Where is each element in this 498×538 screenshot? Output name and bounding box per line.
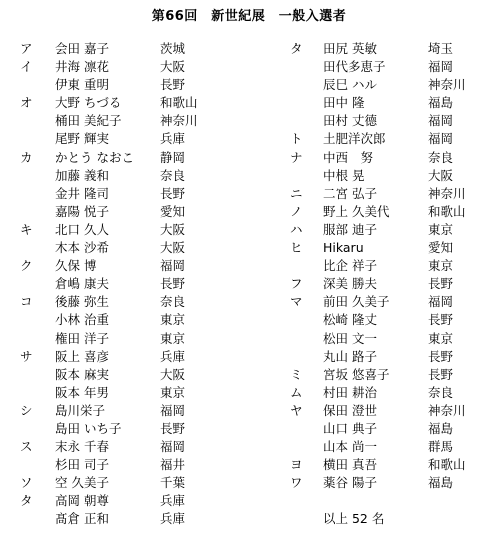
kana-index-label: タ (290, 41, 303, 56)
artist-name: 嘉陽 悦子 (55, 203, 109, 219)
artist-name: 金井 隆司 (55, 185, 109, 201)
artist-name: 髙倉 正和 (55, 511, 109, 527)
prefecture-name: 長野 (428, 312, 454, 328)
prefecture-name: 長野 (160, 276, 186, 292)
kana-index-label: イ (20, 59, 33, 75)
kana-index-label: キ (20, 221, 33, 237)
artist-name: 井海 凛花 (55, 59, 109, 75)
prefecture-name: 福岡 (428, 59, 454, 75)
prefecture-name: 奈良 (428, 384, 454, 400)
kana-index-label: ス (20, 439, 33, 455)
artist-name: 後藤 弥生 (55, 294, 109, 310)
kana-index-label: ト (290, 131, 303, 147)
prefecture-name: 東京 (428, 330, 454, 346)
artist-name: 大野 ちづる (55, 95, 122, 111)
prefecture-name: 神奈川 (428, 77, 466, 93)
artist-name: 北口 久人 (55, 221, 109, 237)
kana-index-label: タ (20, 493, 33, 509)
artist-name: 薬谷 陽子 (323, 475, 377, 491)
artist-name: 田中 隆 (323, 95, 365, 111)
prefecture-name: 福井 (160, 457, 186, 473)
kana-index-label: ワ (290, 475, 303, 491)
kana-index-label: ナ (290, 149, 303, 165)
artist-name: 山本 尚一 (323, 439, 377, 455)
kana-index-label: サ (20, 348, 33, 364)
artist-name: 島田 いち子 (55, 420, 122, 436)
artist-name: 倉嶋 康夫 (55, 276, 109, 292)
prefecture-name: 兵庫 (160, 131, 186, 147)
prefecture-name: 奈良 (160, 167, 186, 183)
prefecture-name: 長野 (428, 276, 454, 292)
artist-name: 久保 博 (55, 258, 97, 274)
prefecture-name: 神奈川 (428, 185, 466, 201)
kana-index-label: ニ (290, 185, 303, 201)
prefecture-name: 大阪 (428, 167, 454, 183)
artist-name: 加藤 義和 (55, 167, 109, 183)
artist-name: 土肥洋次郎 (323, 131, 386, 147)
artist-name: 阪本 年男 (55, 384, 109, 400)
artist-name: 以上 52 名 (323, 511, 385, 527)
prefecture-name: 茨城 (160, 41, 186, 56)
kana-index-label: ノ (290, 203, 303, 219)
prefecture-name: 愛知 (428, 240, 454, 256)
kana-index-label: ヨ (290, 457, 303, 473)
prefecture-name: 東京 (428, 258, 454, 274)
artist-name: 田尻 英敏 (323, 41, 377, 56)
prefecture-name: 静岡 (160, 149, 186, 165)
prefecture-name: 和歌山 (428, 457, 466, 473)
kana-index-label: シ (20, 402, 33, 418)
prefecture-name: 福岡 (160, 258, 186, 274)
artist-name: 横田 真吾 (323, 457, 377, 473)
artist-name: 宮坂 悠喜子 (323, 366, 390, 382)
artist-name: 田代多恵子 (323, 59, 386, 75)
artist-name: 島川栄子 (55, 402, 106, 418)
artist-name: 田村 丈德 (323, 113, 377, 129)
artist-name: 会田 嘉子 (55, 41, 109, 56)
prefecture-name: 神奈川 (160, 113, 198, 129)
artist-name: 比企 祥子 (323, 258, 377, 274)
artist-name: 保田 澄世 (323, 402, 377, 418)
artist-name: 山口 典子 (323, 420, 377, 436)
prefecture-name: 福岡 (160, 402, 186, 418)
kana-index-label: ヒ (290, 240, 303, 256)
prefecture-name: 和歌山 (428, 203, 466, 219)
prefecture-name: 奈良 (428, 149, 454, 165)
artist-name: 松崎 隆丈 (323, 312, 377, 328)
kana-index-label: コ (20, 294, 33, 310)
artist-name: 桶田 美紀子 (55, 113, 122, 129)
kana-index-label: カ (20, 149, 33, 165)
prefecture-name: 福岡 (160, 439, 186, 455)
artist-name: 阪本 麻実 (55, 366, 109, 382)
artist-name: 阪上 喜彦 (55, 348, 109, 364)
prefecture-name: 大阪 (160, 240, 186, 256)
prefecture-name: 兵庫 (160, 511, 186, 527)
prefecture-name: 奈良 (160, 294, 186, 310)
artist-name: 中西 努 (323, 149, 374, 165)
prefecture-name: 群馬 (428, 439, 454, 455)
kana-index-label: オ (20, 95, 33, 111)
kana-index-label: ア (20, 41, 33, 56)
prefecture-name: 大阪 (160, 221, 186, 237)
artist-name: 高岡 朝尊 (55, 493, 109, 509)
prefecture-name: 福岡 (428, 294, 454, 310)
artist-name: 二宮 弘子 (323, 185, 377, 201)
artist-name: 前田 久美子 (323, 294, 390, 310)
artist-name: Hikaru (323, 240, 364, 256)
artist-name: 野上 久美代 (323, 203, 390, 219)
prefecture-name: 東京 (160, 330, 186, 346)
prefecture-name: 和歌山 (160, 95, 198, 111)
artist-name: 空 久美子 (55, 475, 109, 491)
artist-name: 深美 勝夫 (323, 276, 377, 292)
prefecture-name: 長野 (428, 366, 454, 382)
prefecture-name: 東京 (160, 312, 186, 328)
prefecture-name: 大阪 (160, 59, 186, 75)
prefecture-name: 長野 (160, 77, 186, 93)
page-title: 第66回 新世紀展 一般入選者 (151, 9, 347, 24)
artist-name: 中根 晃 (323, 167, 365, 183)
kana-index-label: ク (20, 258, 33, 274)
prefecture-name: 兵庫 (160, 348, 186, 364)
artist-name: 末永 千春 (55, 439, 109, 455)
prefecture-name: 千葉 (160, 475, 186, 491)
kana-index-label: ヤ (290, 402, 303, 418)
artist-name: 丸山 路子 (323, 348, 377, 364)
artist-name: 木本 沙希 (55, 240, 109, 256)
prefecture-name: 兵庫 (160, 493, 186, 509)
artist-name: かとう なおこ (55, 149, 134, 165)
artist-name: 尾野 輝実 (55, 131, 109, 147)
kana-index-label: マ (290, 294, 303, 310)
artist-name: 伊東 重明 (55, 77, 109, 93)
prefecture-name: 東京 (160, 384, 186, 400)
artist-name: 小林 治重 (55, 312, 109, 328)
prefecture-name: 神奈川 (428, 402, 466, 418)
kana-index-label: ミ (290, 366, 303, 382)
prefecture-name: 福岡 (428, 113, 454, 129)
prefecture-name: 福島 (428, 95, 454, 111)
artist-name: 村田 耕治 (323, 384, 377, 400)
prefecture-name: 埼玉 (428, 41, 454, 56)
prefecture-name: 長野 (428, 348, 454, 364)
prefecture-name: 長野 (160, 420, 186, 436)
artist-name: 杉田 司子 (55, 457, 109, 473)
artist-name: 辰巳 ハル (323, 77, 377, 93)
prefecture-name: 東京 (428, 221, 454, 237)
prefecture-name: 福岡 (428, 131, 454, 147)
artist-name: 服部 迪子 (323, 221, 377, 237)
prefecture-name: 福島 (428, 475, 454, 491)
prefecture-name: 愛知 (160, 203, 186, 219)
kana-index-label: フ (290, 276, 303, 292)
prefecture-name: 大阪 (160, 366, 186, 382)
kana-index-label: ソ (20, 475, 33, 491)
artist-name: 松田 文一 (323, 330, 377, 346)
prefecture-name: 長野 (160, 185, 186, 201)
kana-index-label: ハ (290, 221, 303, 237)
prefecture-name: 福島 (428, 420, 454, 436)
kana-index-label: ム (290, 384, 303, 400)
artist-name: 権田 洋子 (55, 330, 109, 346)
